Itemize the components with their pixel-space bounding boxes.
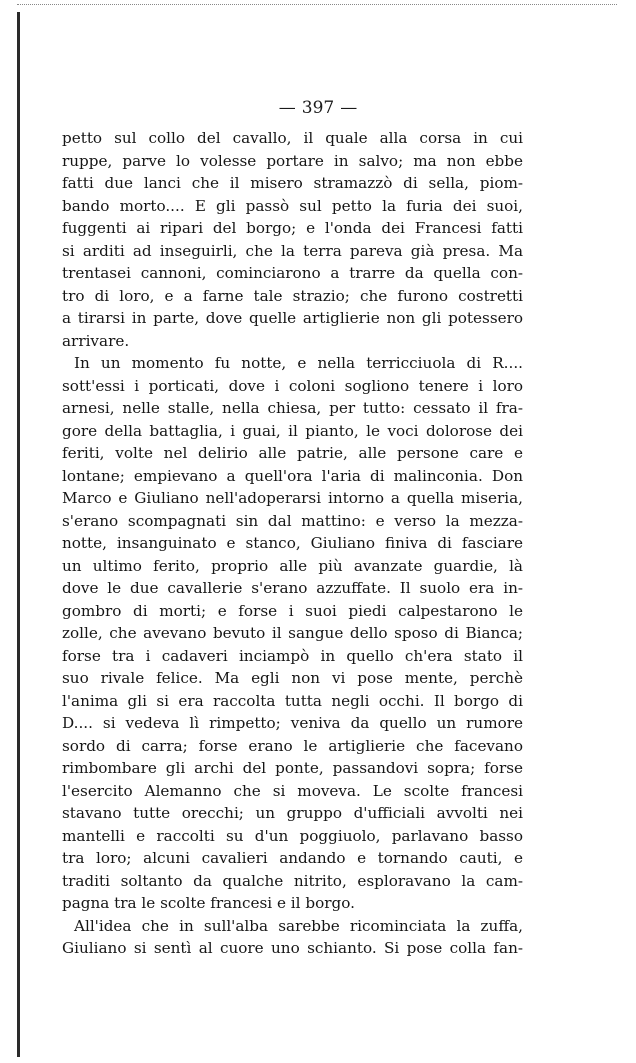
text-line: un ultimo ferito, proprio alle più avanzate guardie, là: [62, 556, 523, 575]
text-line: si arditi ad inseguirli, che la terra pareva già presa. Ma: [62, 241, 523, 260]
text-line: dove le due cavallerie s'erano azzuffate. Il suolo era in-: [62, 579, 523, 597]
text-line: fuggenti ai ripari del borgo; e l'onda dei Francesi fatti: [62, 219, 523, 237]
text-line: gombro di morti; e forse i suoi piedi calpestarono le: [62, 601, 523, 620]
text-line: sott'essi i porticati, dove i coloni sogliono tenere i loro: [62, 376, 523, 395]
text-line: lontane; empievano a quell'ora l'aria di malinconia. Don: [62, 466, 523, 485]
text-line: suo rivale felice. Ma egli non vi pose mente, perchè: [62, 669, 523, 687]
text-line: ruppe, parve lo volesse portare in salvo; ma non ebbe: [62, 151, 523, 170]
text-line: zolle, che avevano bevuto il sangue dello sposo di Bianca;: [62, 624, 523, 642]
text-line: Marco e Giuliano nell'adoperarsi intorno a quella miseria,: [62, 489, 523, 507]
text-line: feriti, volte nel delirio alle patrie, alle persone care e: [62, 444, 523, 462]
body-text: [62, 127, 523, 960]
page-number-dash-left: —: [278, 98, 296, 118]
text-line: petto sul collo del cavallo, il quale alla corsa in cui: [62, 129, 523, 147]
page-number-dash-right: —: [340, 98, 358, 118]
top-border-rule: [17, 4, 617, 6]
text-line: fatti due lanci che il misero stramazzò di sella, piom-: [62, 174, 523, 192]
page-number-header: [0, 98, 636, 118]
text-line: mantelli e raccolti su d'un poggiuolo, parlavano basso: [62, 826, 523, 845]
text-line: s'erano scompagnati sin dal mattino: e verso la mezza-: [62, 511, 523, 530]
text-line: notte, insanguinato e stanco, Giuliano finiva di fasciare: [62, 534, 523, 552]
text-line: arrivare.: [62, 331, 130, 350]
text-line: bando morto.... E gli passò sul petto la furia dei suoi,: [62, 196, 523, 215]
left-margin-rule: [17, 12, 20, 1057]
text-line: tra loro; alcuni cavalieri andando e tornando cauti, e: [62, 849, 523, 867]
text-line: l'anima gli si era raccolta tutta negli occhi. Il borgo di: [62, 691, 523, 710]
text-line: All'idea che in sull'alba sarebbe ricominciata la zuffa,: [74, 916, 523, 935]
page-number: 397: [301, 98, 335, 118]
text-line: D.... si vedeva lì rimpetto; veniva da quello un rumore: [62, 714, 523, 732]
text-line: l'esercito Alemanno che si moveva. Le scolte francesi: [62, 781, 523, 800]
text-line: a tirarsi in parte, dove quelle artiglierie non gli potessero: [62, 309, 523, 327]
text-line: traditi soltanto da qualche nitrito, esploravano la cam-: [62, 871, 523, 890]
text-line: forse tra i cadaveri inciampò in quello ch'era stato il: [62, 646, 523, 665]
text-line: In un momento fu notte, e nella terricciuola di R....: [74, 354, 523, 372]
text-line: sordo di carra; forse erano le artiglierie che facevano: [62, 736, 523, 755]
text-line: rimbombare gli archi del ponte, passandovi sopra; forse: [62, 759, 523, 777]
text-line: stavano tutte orecchi; un gruppo d'ufficiali avvolti nei: [62, 804, 523, 822]
text-line: Giuliano si sentì al cuore uno schianto. Si pose colla fan-: [62, 939, 523, 957]
text-line: trentasei cannoni, cominciarono a trarre da quella con-: [62, 264, 523, 282]
text-line: pagna tra le scolte francesi e il borgo.: [62, 894, 355, 912]
text-line: gore della battaglia, i guai, il pianto, le voci dolorose dei: [62, 421, 523, 440]
text-line: tro di loro, e a farne tale strazio; che furono costretti: [62, 286, 523, 305]
text-line: arnesi, nelle stalle, nella chiesa, per tutto: cessato il fra-: [62, 399, 523, 417]
